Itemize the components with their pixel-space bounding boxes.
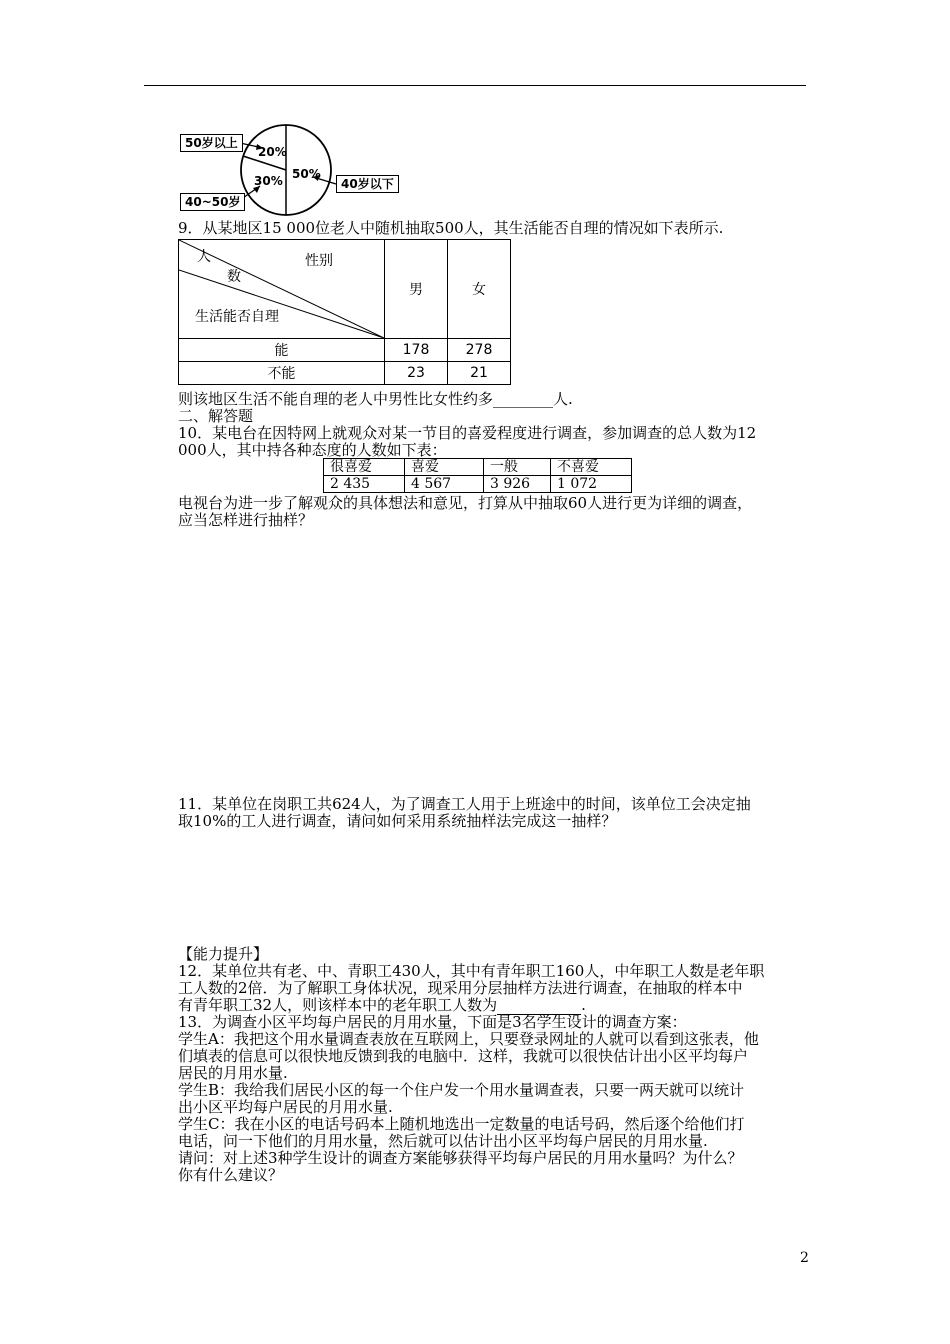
q10-value-0: 2 435 <box>324 476 405 493</box>
row1-female: 278 <box>448 339 511 362</box>
q13-line4: 居民的月用水量. <box>178 1064 288 1082</box>
header-rule <box>144 85 806 86</box>
q11-line2: 取10%的工人进行调查，请问如何采用系统抽样法完成这一抽样？ <box>178 812 617 830</box>
q9-question <box>178 391 573 408</box>
q10-table <box>323 458 632 493</box>
diagonal-header <box>179 240 385 339</box>
q9-text: 9．从某地区15 000位老人中随机抽取500人，其生活能否自理的情况如下表所示. <box>178 219 724 237</box>
row1-male: 178 <box>385 339 448 362</box>
q10-line4: 应当怎样进行抽样？ <box>178 511 314 529</box>
q13-line5: 学生B：我给我们居民小区的每一个住户发一个用水量调查表，只要一两天就可以统计 <box>178 1081 745 1099</box>
row2-label: 不能 <box>179 362 385 385</box>
q9-table <box>178 239 511 385</box>
q13-line1: 13．为调查小区平均每户居民的月用水量，下面是3名学生设计的调查方案： <box>178 1013 687 1031</box>
pie-figure <box>178 122 408 218</box>
diag-ren: 人 <box>197 249 211 265</box>
q12-line3-after: . <box>581 996 586 1014</box>
q13-line7: 学生C：我在小区的电话号码本上随机地选出一定数量的电话号码，然后逐个给他们打 <box>178 1115 745 1133</box>
row2-male: 23 <box>385 362 448 385</box>
q9-question-after: 人. <box>553 390 573 408</box>
row1-label: 能 <box>179 339 385 362</box>
diag-shenghuo: 生活能否自理 <box>195 309 279 325</box>
section-heading-2: 二、解答题 <box>178 407 254 425</box>
q13-line3: 们填表的信息可以很快地反馈到我的电脑中．这样，我就可以很快估计出小区平均每户 <box>178 1047 749 1065</box>
label-under40: 40岁以下 <box>336 175 399 193</box>
q12-line2: 工人数的2倍．为了解职工身体状况，现采用分层抽样方法进行调查，在抽取的样本中 <box>178 979 743 997</box>
diag-shu: 数 <box>227 269 241 285</box>
q10-header-2: 一般 <box>484 459 551 476</box>
page-number: 2 <box>800 1250 809 1266</box>
pct-40-50: 30% <box>254 174 283 188</box>
pct-under40: 50% <box>292 167 321 181</box>
pct-over50: 20% <box>258 145 287 159</box>
col-female: 女 <box>448 240 511 339</box>
row2-female: 21 <box>448 362 511 385</box>
q12-line3-before: 有青年职工32人，则该样本中的老年职工人数为 <box>178 996 498 1014</box>
label-over50: 50岁以上 <box>180 134 243 152</box>
q13-line2: 学生A：我把这个用水量调查表放在互联网上，只要登录网址的人就可以看到这张表，他 <box>178 1030 759 1048</box>
q10-value-1: 4 567 <box>405 476 484 493</box>
q13-line8: 电话，问一下他们的月用水量，然后就可以估计出小区平均每户居民的月用水量. <box>178 1132 708 1150</box>
diag-xingbie: 性别 <box>305 253 333 269</box>
q10-line2: 000人，其中持各种态度的人数如下表： <box>178 441 447 459</box>
q13-line6: 出小区平均每户居民的月用水量. <box>178 1098 393 1116</box>
q10-header-0: 很喜爱 <box>324 459 405 476</box>
col-male: 男 <box>385 240 448 339</box>
q9-blank: ________ <box>493 390 554 408</box>
q13-line10: 你有什么建议？ <box>178 1166 284 1184</box>
q9-question-before: 则该地区生活不能自理的老人中男性比女性约多 <box>178 390 494 408</box>
q10-value-2: 3 926 <box>484 476 551 493</box>
q10-header-3: 不喜爱 <box>551 459 632 476</box>
q10-header-1: 喜爱 <box>405 459 484 476</box>
q10-line1: 10．某电台在因特网上就观众对某一节目的喜爱程度进行调查，参加调查的总人数为12 <box>178 424 757 442</box>
q12-line1: 12．某单位共有老、中、青职工430人，其中有青年职工160人，中年职工人数是老年职 <box>178 962 765 980</box>
section-heading-3: 【能力提升】 <box>178 945 269 963</box>
q11-line1: 11．某单位在岗职工共624人，为了调查工人用于上班途中的时间，该单位工会决定抽 <box>178 795 751 813</box>
q13-line9: 请问：对上述3种学生设计的调查方案能够获得平均每户居民的月用水量吗？为什么？ <box>178 1149 743 1167</box>
q10-line3: 电视台为进一步了解观众的具体想法和意见，打算从中抽取60人进行更为详细的调查， <box>178 494 753 512</box>
label-40-50: 40~50岁 <box>180 193 245 211</box>
q10-value-3: 1 072 <box>551 476 632 493</box>
